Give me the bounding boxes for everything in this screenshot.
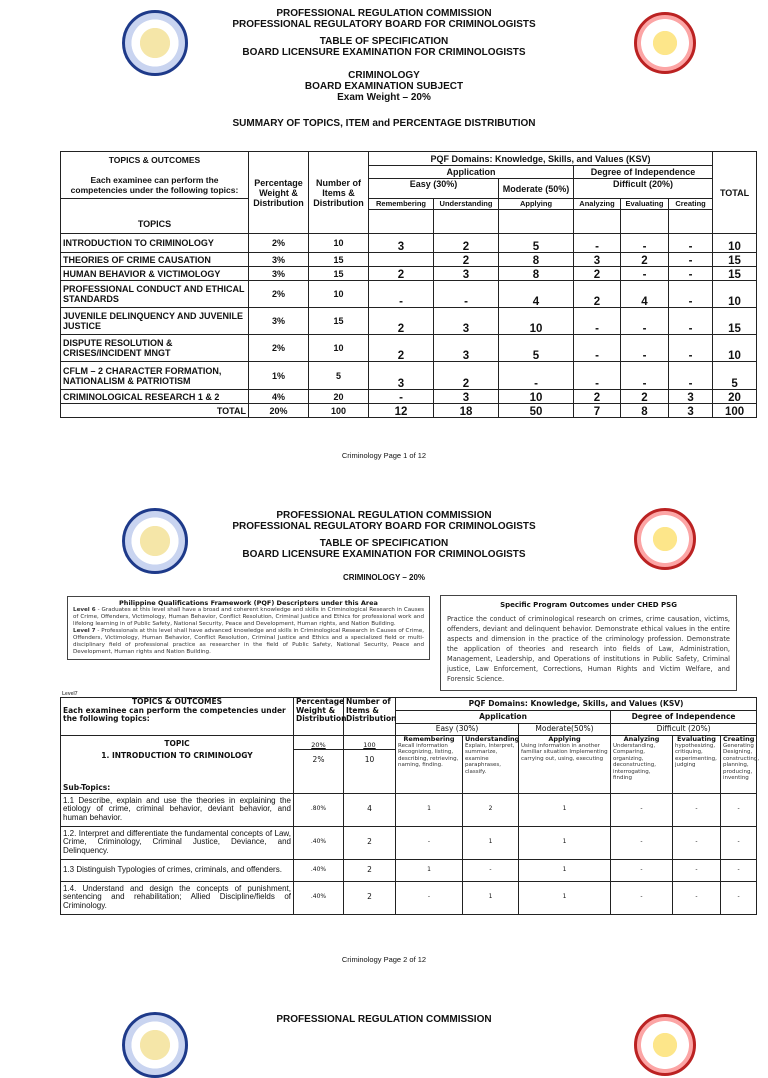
topic-name: CRIMINOLOGICAL RESEARCH 1 & 2	[61, 390, 249, 404]
subject: CRIMINOLOGY	[348, 70, 420, 81]
count-understanding: 1	[463, 826, 519, 859]
pct-weight: 2%	[249, 234, 309, 253]
subtopic-text: 1.3 Distinguish Typologies of crimes, criminals, and offenders.	[61, 859, 294, 881]
total-evaluating: 8	[621, 404, 669, 418]
total-items: 100	[309, 404, 369, 418]
count-evaluating: -	[673, 826, 721, 859]
total-remembering: 12	[369, 404, 434, 418]
count-remembering: 3	[369, 362, 434, 390]
subtopic-pct: .40%	[294, 826, 344, 859]
subtopic-items: 2	[344, 826, 396, 859]
item-count: 15	[309, 267, 369, 281]
level-desc: hypothesizing, critiquing, experimenting, judging	[675, 742, 717, 768]
count-creating: -	[721, 793, 757, 826]
level-name: Remembering	[403, 735, 455, 743]
row-total: 5	[713, 362, 757, 390]
level6-label: Level 6	[73, 607, 96, 613]
count-analyzing: 2	[574, 390, 621, 404]
independence-header: Degree of Independence	[611, 711, 757, 724]
item-count: 10	[309, 335, 369, 362]
count-analyzing: -	[574, 234, 621, 253]
subject-weight: CRIMINOLOGY – 20%	[342, 573, 426, 582]
moderate-header: Moderate(50%)	[519, 724, 611, 736]
grand-total: 100	[713, 404, 757, 418]
count-understanding: 2	[463, 793, 519, 826]
total-header: TOTAL	[713, 152, 757, 234]
topic1-title: 1. INTRODUCTION TO CRIMINOLOGY	[101, 750, 253, 760]
level-desc: Explain, Interpret, summarize, examine paraphrases, classify.	[465, 742, 515, 775]
ched-box-text: Practice the conduct of criminological research on crimes, crime causation, victims, offenders, deviant and delinquent behavior. Demonstrate ethical values in the entire aspects and dimension in the practice of the criminology profession. Demonstrate the application of theories and research into fields of Law, Administration, Management, Leadership, and Operations of institutions in Public Safety, Criminal justice, Law Enforcement, Corrections, Human Rights and Victim Welfare, and Forensic Science.	[447, 615, 730, 683]
page3-commission-name: PROFESSIONAL REGULATION COMMISSION	[276, 1014, 492, 1025]
count-analyzing: -	[611, 881, 673, 914]
page2-header	[0, 510, 768, 583]
item-count: 10	[309, 234, 369, 253]
count-creating: -	[721, 881, 757, 914]
count-remembering: 2	[369, 267, 434, 281]
count-analyzing: -	[574, 308, 621, 335]
count-analyzing: -	[611, 793, 673, 826]
count-applying: 8	[499, 267, 574, 281]
pct-header: Percentage Weight & Distribution	[249, 152, 309, 234]
count-creating: -	[669, 281, 713, 308]
subtopic-text: 1.1 Describe, explain and use the theories in explaining the etiology of crime, criminal behavior, deviant behavior, and human behavior.	[61, 793, 294, 826]
count-creating: -	[669, 335, 713, 362]
independence-header: Degree of Independence	[574, 166, 713, 179]
level-remembering	[396, 736, 463, 794]
count-creating: -	[669, 253, 713, 267]
count-understanding: 3	[434, 335, 499, 362]
doc-title: TABLE OF SPECIFICATION	[319, 36, 449, 47]
count-applying: 1	[519, 793, 611, 826]
topic-name: PROFESSIONAL CONDUCT AND ETHICAL STANDARDS	[61, 281, 249, 308]
count-applying: 1	[519, 881, 611, 914]
count-creating: -	[669, 308, 713, 335]
subtopic-pct: .40%	[294, 881, 344, 914]
table-row	[61, 253, 757, 267]
table-row	[61, 281, 757, 308]
subtopic-items: 2	[344, 881, 396, 914]
level-desc: Generating Designing, constructing, planning, producing, inventing	[723, 742, 760, 781]
count-remembering: -	[396, 881, 463, 914]
count-evaluating: 2	[621, 253, 669, 267]
count-creating: 3	[669, 390, 713, 404]
subtopics-label: Sub-Topics:	[63, 783, 111, 792]
topic-name: JUVENILE DELINQUENCY AND JUVENILE JUSTICE	[61, 308, 249, 335]
subject-sub: BOARD EXAMINATION SUBJECT	[304, 81, 464, 92]
exam-title: BOARD LICENSURE EXAMINATION FOR CRIMINOLOGISTS	[242, 549, 526, 560]
pct-weight: 3%	[249, 308, 309, 335]
count-applying: 4	[499, 281, 574, 308]
subtopic-row	[61, 881, 757, 914]
row-total: 10	[713, 234, 757, 253]
count-remembering	[369, 253, 434, 267]
count-creating: -	[669, 267, 713, 281]
topic1-items: 10	[344, 750, 396, 793]
exam-title: BOARD LICENSURE EXAMINATION FOR CRIMINOLOGISTS	[242, 47, 526, 58]
board-name: PROFESSIONAL REGULATORY BOARD FOR CRIMINOLOGISTS	[232, 19, 536, 30]
count-remembering: -	[396, 826, 463, 859]
page1-footer: Criminology Page 1 of 12	[341, 451, 427, 460]
item-count: 15	[309, 308, 369, 335]
easy-header: Easy (30%)	[396, 724, 519, 736]
count-evaluating: -	[621, 308, 669, 335]
table-row	[61, 390, 757, 404]
level-name: Understanding	[465, 735, 520, 743]
level-applying	[519, 736, 611, 794]
count-evaluating: -	[673, 881, 721, 914]
topic-name: THEORIES OF CRIME CAUSATION	[61, 253, 249, 267]
row-total: 10	[713, 335, 757, 362]
subtopic-text: 1.4. Understand and design the concepts of punishment, sentencing and rehabilitation; Allied Discipline/fields of Criminology.	[61, 881, 294, 914]
level-remembering: Remembering	[369, 199, 434, 210]
pqf-box-title: Philippine Qualifications Framework (PQF) Descripters under this Area	[119, 599, 378, 607]
items-header: Number of Items & Distribution	[344, 698, 396, 736]
count-remembering: -	[369, 281, 434, 308]
item-count: 10	[309, 281, 369, 308]
difficult-header: Difficult (20%)	[611, 724, 757, 736]
page2-footer: Criminology Page 2 of 12	[341, 955, 427, 964]
count-creating: -	[669, 362, 713, 390]
count-creating: -	[721, 826, 757, 859]
count-understanding: -	[434, 281, 499, 308]
count-understanding: -	[463, 859, 519, 881]
pqf-header: PQF Domains: Knowledge, Skills, and Values (KSV)	[396, 698, 757, 711]
subtopic-row	[61, 826, 757, 859]
topic-name: HUMAN BEHAVIOR & VICTIMOLOGY	[61, 267, 249, 281]
level-analyzing: Analyzing	[574, 199, 621, 210]
count-remembering: 2	[369, 335, 434, 362]
easy-header: Easy (30%)	[369, 179, 499, 199]
count-understanding: 1	[463, 881, 519, 914]
subtopic-items: 4	[344, 793, 396, 826]
count-evaluating: -	[621, 234, 669, 253]
total-row	[61, 404, 757, 418]
level6-text: - Graduates at this level shall have a broad and coherent knowledge and skills in Criminological Research in Causes of Crime, Offenders, Victimology, Human Behavior, Conflict Resolution, Criminal Justice and Ethics for professional work and lifelong learning in of Public Safety, National Security, Peace and Development, Human rights, and Nation Building.	[73, 607, 424, 627]
topic-label: TOPIC	[164, 739, 190, 748]
examinee-note: Each examinee can perform the competencies under the following topics:	[70, 175, 239, 195]
topic1-pct: 2%	[294, 750, 344, 793]
pct-weight: 3%	[249, 253, 309, 267]
level-name: Analyzing	[623, 735, 660, 743]
count-evaluating: 4	[621, 281, 669, 308]
subtopic-pct: .40%	[294, 859, 344, 881]
count-evaluating: -	[621, 362, 669, 390]
count-applying: 8	[499, 253, 574, 267]
level-evaluating	[673, 736, 721, 794]
level-name: Evaluating	[677, 735, 716, 743]
item-count: 15	[309, 253, 369, 267]
topic-name: DISPUTE RESOLUTION & CRISES/INCIDENT MNGT	[61, 335, 249, 362]
row-total: 10	[713, 281, 757, 308]
total-label: TOTAL	[61, 404, 249, 418]
difficult-header: Difficult (20%)	[574, 179, 713, 199]
level-creating	[721, 735, 760, 794]
items-header: Number of Items & Distribution	[309, 152, 369, 234]
topics-label: TOPICS	[61, 199, 249, 234]
pct-weight: 2%	[249, 335, 309, 362]
total-applying: 50	[499, 404, 574, 418]
topics-outcomes-heading: TOPICS & OUTCOMES	[108, 155, 201, 165]
pct-header: Percentage Weight & Distribution	[294, 698, 344, 736]
level-tag: Level7	[62, 691, 78, 697]
moderate-header: Moderate (50%)	[499, 179, 574, 199]
count-applying: 10	[499, 390, 574, 404]
table-row	[61, 267, 757, 281]
pct-weight: 4%	[249, 390, 309, 404]
total-pct: 20%	[311, 740, 326, 749]
count-creating: -	[721, 859, 757, 881]
count-evaluating: -	[673, 859, 721, 881]
item-count: 20	[309, 390, 369, 404]
count-applying: 1	[519, 826, 611, 859]
total-analyzing: 7	[574, 404, 621, 418]
count-analyzing: 2	[574, 281, 621, 308]
count-understanding: 2	[434, 362, 499, 390]
count-creating: -	[669, 234, 713, 253]
table-row	[61, 362, 757, 390]
doc-title: TABLE OF SPECIFICATION	[319, 538, 449, 549]
subtopic-items: 2	[344, 859, 396, 881]
count-evaluating: -	[621, 267, 669, 281]
commission-name: PROFESSIONAL REGULATION COMMISSION	[276, 510, 492, 521]
examinee-note: Each examinee can perform the competencies under the following topics:	[63, 705, 286, 723]
page1-header	[0, 8, 768, 129]
subtopic-text: 1.2. Interpret and differentiate the fundamental concepts of Law, Crime, Criminology, Criminal Justice, Deviance, and Delinquency.	[61, 826, 294, 859]
level-name: Applying	[548, 735, 581, 743]
count-analyzing: -	[611, 826, 673, 859]
pct-weight: 1%	[249, 362, 309, 390]
subtopic-row	[61, 793, 757, 826]
subtopic-pct: .80%	[294, 793, 344, 826]
total-creating: 3	[669, 404, 713, 418]
count-analyzing: -	[611, 859, 673, 881]
count-applying: 5	[499, 335, 574, 362]
count-remembering: -	[369, 390, 434, 404]
subtopic-row	[61, 859, 757, 881]
count-analyzing: 2	[574, 267, 621, 281]
level-understanding	[463, 736, 519, 794]
count-remembering: 1	[396, 859, 463, 881]
count-applying: 1	[519, 859, 611, 881]
level-applying: Applying	[499, 199, 574, 210]
exam-weight: Exam Weight – 20%	[337, 92, 431, 103]
row-total: 15	[713, 308, 757, 335]
ched-box-title: Specific Program Outcomes under CHED PSG	[500, 601, 677, 609]
count-remembering: 2	[369, 308, 434, 335]
topic-detail-table	[60, 697, 760, 915]
ched-outcomes-box	[440, 595, 737, 691]
pqf-descriptors-box	[67, 596, 430, 660]
count-evaluating: -	[621, 335, 669, 362]
topic-name: CFLM – 2 CHARACTER FORMATION, NATIONALISM & PATRIOTISM	[61, 362, 249, 390]
summary-title: SUMMARY OF TOPICS, ITEM and PERCENTAGE DISTRIBUTION	[232, 118, 536, 129]
count-understanding: 3	[434, 390, 499, 404]
level-desc: Using information in another familiar situation Implementing carrying out, using, executing	[521, 742, 608, 762]
count-applying: 10	[499, 308, 574, 335]
count-understanding: 3	[434, 308, 499, 335]
pct-weight: 2%	[249, 281, 309, 308]
count-evaluating: 2	[621, 390, 669, 404]
topics-outcomes-heading: TOPICS & OUTCOMES	[131, 697, 223, 706]
row-total: 20	[713, 390, 757, 404]
total-pct: 20%	[249, 404, 309, 418]
summary-table	[60, 151, 757, 418]
count-applying: -	[499, 362, 574, 390]
topic-name: INTRODUCTION TO CRIMINOLOGY	[61, 234, 249, 253]
level-understanding: Understanding	[434, 199, 499, 210]
total-items: 100	[363, 740, 376, 749]
level-name: Creating	[723, 735, 755, 743]
count-understanding: 3	[434, 267, 499, 281]
table-row	[61, 234, 757, 253]
level7-text: - Professionals at this level shall have advanced knowledge and skills in Criminological Research in Causes of Crime, Offenders, Victimology, Human Behavior, Conflict Resolution, Criminal Justice and Ethics and a specialized field or multi-disciplinary field of professional practice as researcher in the field of Public Safety, National Security, Peace and Development, Human rights and Nation Building.	[73, 628, 424, 655]
count-understanding: 2	[434, 234, 499, 253]
pct-weight: 3%	[249, 267, 309, 281]
level-desc: Understanding, Comparing, organizing, deconstructing, interrogating, finding	[613, 742, 656, 781]
total-understanding: 18	[434, 404, 499, 418]
count-analyzing: -	[574, 362, 621, 390]
application-header: Application	[369, 166, 574, 179]
level7-label: Level 7	[73, 628, 96, 634]
count-analyzing: 3	[574, 253, 621, 267]
row-total: 15	[713, 253, 757, 267]
level-desc: Recall information Recognizing, listing, describing, retrieving, naming, finding.	[398, 742, 459, 768]
count-applying: 5	[499, 234, 574, 253]
count-analyzing: -	[574, 335, 621, 362]
commission-name: PROFESSIONAL REGULATION COMMISSION	[276, 8, 492, 19]
pqf-header: PQF Domains: Knowledge, Skills, and Values (KSV)	[369, 152, 713, 166]
row-total: 15	[713, 267, 757, 281]
level-evaluating: Evaluating	[621, 199, 669, 210]
table-row	[61, 335, 757, 362]
table-row	[61, 308, 757, 335]
count-understanding: 2	[434, 253, 499, 267]
board-name: PROFESSIONAL REGULATORY BOARD FOR CRIMINOLOGISTS	[232, 521, 536, 532]
application-header: Application	[396, 711, 611, 724]
level-analyzing	[611, 736, 673, 794]
count-remembering: 3	[369, 234, 434, 253]
count-remembering: 1	[396, 793, 463, 826]
count-evaluating: -	[673, 793, 721, 826]
item-count: 5	[309, 362, 369, 390]
level-creating: Creating	[669, 199, 713, 210]
